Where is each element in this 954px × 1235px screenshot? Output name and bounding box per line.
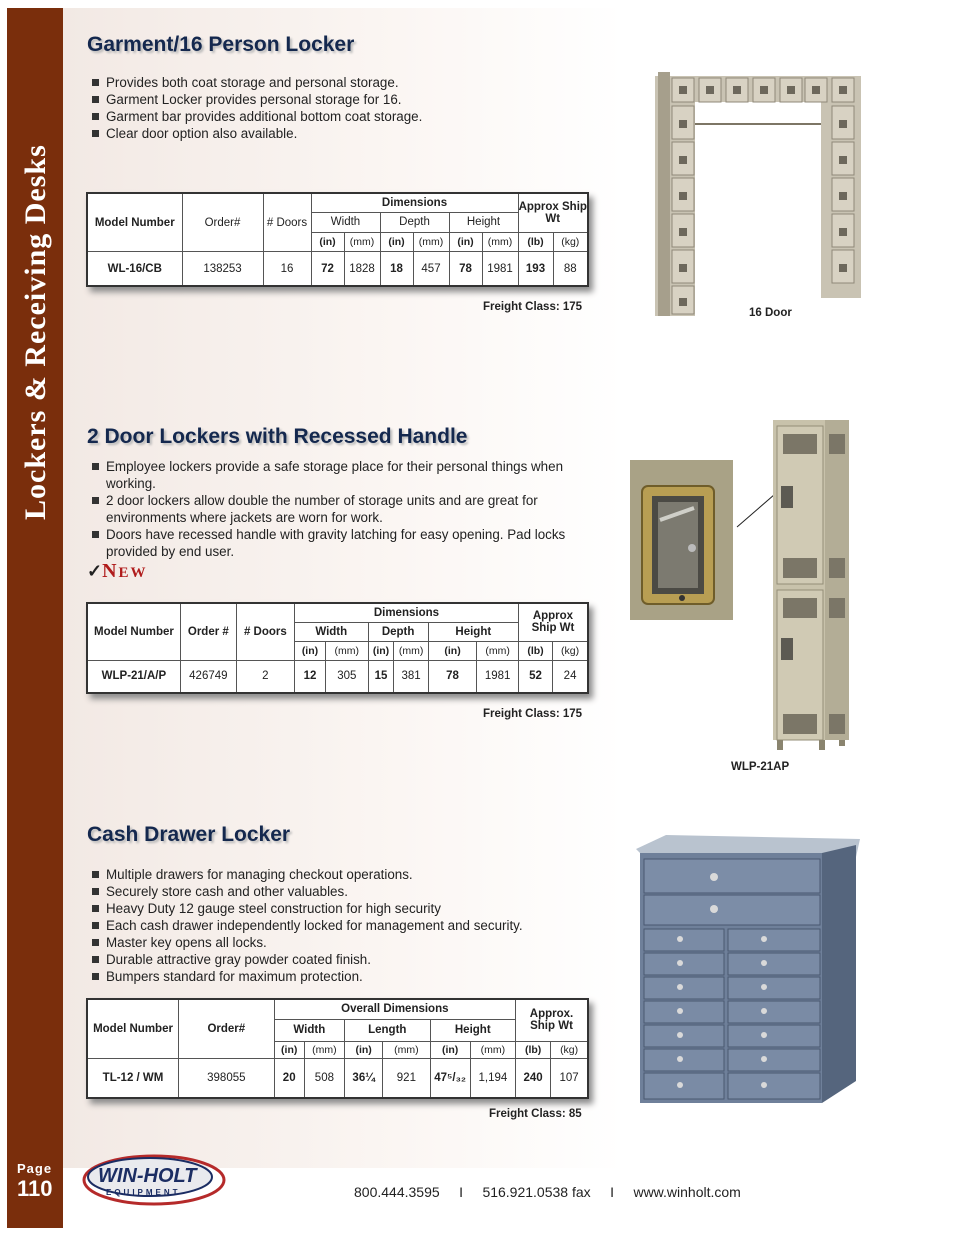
bullet-item: Clear door option also available.	[90, 125, 590, 142]
cell-doors: 2	[236, 660, 294, 693]
bullet-item: Bumpers standard for maximum protection.	[90, 968, 595, 985]
bullet-item: 2 door lockers allow double the number of storage units and are great for environments where jackets are worn for work.	[90, 492, 595, 526]
cell-height-in: 78	[428, 660, 477, 693]
unit-mm: (mm)	[383, 1041, 430, 1058]
section-heading-cash-drawer-locker: Cash Drawer Locker	[87, 823, 291, 846]
section-title-vertical: Lockers & Receiving Desks	[19, 144, 52, 520]
locker-2-door-image	[773, 420, 849, 750]
cell-model: WL-16/CB	[87, 252, 182, 286]
cell-weight-lb: 193	[518, 252, 553, 286]
cell-weight-kg: 24	[553, 660, 588, 693]
header-depth: Depth	[368, 622, 428, 641]
cell-length-in: 36¼	[345, 1058, 383, 1098]
bullet-item: Doors have recessed handle with gravity latching for easy opening. Pad locks provided by end user.	[90, 526, 595, 560]
footer-phone: 800.444.3595	[354, 1184, 440, 1200]
cell-model: WLP-21/A/P	[87, 660, 180, 693]
cell-order: 426749	[180, 660, 236, 693]
freight-class: Freight Class: 175	[483, 301, 583, 313]
logo-subtext: EQUIPMENT	[106, 1188, 181, 1197]
unit-mm: (mm)	[394, 641, 428, 660]
freight-class: Freight Class: 175	[483, 708, 583, 720]
cell-height-in: 47⁵/₃₂	[430, 1058, 470, 1098]
unit-lb: (lb)	[518, 232, 553, 252]
header-doors: # Doors	[263, 193, 311, 252]
header-overall-dimensions: Overall Dimensions	[274, 999, 515, 1019]
cell-height-mm: 1981	[482, 252, 518, 286]
bullet-item: Durable attractive gray powder coated finish.	[90, 951, 595, 968]
bullet-item: Securely store cash and other valuables.	[90, 883, 595, 900]
header-model: Model Number	[87, 999, 179, 1058]
page-word: Page	[17, 1161, 53, 1176]
bullet-item: Master key opens all locks.	[90, 934, 595, 951]
recessed-handle-closeup-image	[630, 460, 733, 620]
bullet-item: Employee lockers provide a safe storage place for their personal things when working.	[90, 458, 595, 492]
cell-width-mm: 305	[326, 660, 369, 693]
unit-in: (in)	[380, 232, 413, 252]
bullet-item: Garment Locker provides personal storage for 16.	[90, 91, 590, 108]
header-order: Order#	[179, 999, 275, 1058]
header-doors: # Doors	[236, 603, 294, 660]
header-height: Height	[428, 622, 518, 641]
cell-height-mm: 1981	[477, 660, 518, 693]
cash-drawer-locker-image	[636, 835, 860, 1105]
bullet-list-2-door	[90, 458, 595, 560]
footer-separator: I	[459, 1184, 463, 1200]
unit-mm: (mm)	[326, 641, 369, 660]
header-height: Height	[430, 1019, 516, 1041]
bullet-list-cash-drawer	[90, 866, 595, 985]
new-badge	[87, 560, 148, 583]
freight-class: Freight Class: 85	[489, 1108, 582, 1120]
footer-separator: I	[610, 1184, 614, 1200]
cell-doors: 16	[263, 252, 311, 286]
unit-kg: (kg)	[553, 232, 588, 252]
cell-height-in: 78	[449, 252, 482, 286]
cell-model: TL-12 / WM	[87, 1058, 179, 1098]
cell-weight-lb: 240	[516, 1058, 551, 1098]
page-number-block	[17, 1160, 53, 1202]
cell-depth-in: 18	[380, 252, 413, 286]
header-ship-weight: Approx Ship Wt	[518, 603, 588, 641]
cell-weight-lb: 52	[518, 660, 552, 693]
bullet-item: Heavy Duty 12 gauge steel construction for high security	[90, 900, 595, 917]
new-badge-rest: EW	[118, 565, 148, 581]
unit-in: (in)	[449, 232, 482, 252]
table-row	[87, 252, 588, 286]
cell-length-mm: 921	[383, 1058, 430, 1098]
header-depth: Depth	[380, 213, 449, 233]
unit-mm: (mm)	[477, 641, 518, 660]
cell-width-in: 20	[274, 1058, 304, 1098]
header-length: Length	[345, 1019, 431, 1041]
footer-contact	[354, 1184, 741, 1200]
header-ship-weight: Approx Ship Wt	[518, 193, 588, 232]
table-row	[87, 1058, 588, 1098]
section-heading-garment-locker: Garment/16 Person Locker	[87, 33, 355, 56]
bullet-item: Each cash drawer independently locked for management and security.	[90, 917, 595, 934]
spec-table-garment	[86, 192, 589, 287]
spec-table-2-door	[86, 602, 589, 694]
unit-kg: (kg)	[551, 1041, 588, 1058]
header-dimensions: Dimensions	[294, 603, 518, 622]
bullet-item: Garment bar provides additional bottom coat storage.	[90, 108, 590, 125]
header-model: Model Number	[87, 603, 180, 660]
unit-mm: (mm)	[413, 232, 449, 252]
unit-in: (in)	[274, 1041, 304, 1058]
cell-depth-in: 15	[368, 660, 394, 693]
unit-in: (in)	[345, 1041, 383, 1058]
header-model: Model Number	[87, 193, 182, 252]
locker-16-door-image	[655, 72, 861, 317]
unit-in: (in)	[430, 1041, 470, 1058]
cell-order: 398055	[179, 1058, 275, 1098]
page-number: 110	[17, 1176, 53, 1201]
cell-width-in: 72	[311, 252, 344, 286]
header-width: Width	[274, 1019, 344, 1041]
bullet-item: Provides both coat storage and personal storage.	[90, 74, 590, 91]
header-height: Height	[449, 213, 518, 233]
cell-weight-kg: 88	[553, 252, 588, 286]
cell-depth-mm: 457	[413, 252, 449, 286]
unit-in: (in)	[311, 232, 344, 252]
logo-text: WIN-HOLT	[98, 1165, 197, 1187]
unit-in: (in)	[428, 641, 477, 660]
unit-mm: (mm)	[470, 1041, 515, 1058]
unit-mm: (mm)	[482, 232, 518, 252]
cell-weight-kg: 107	[551, 1058, 588, 1098]
unit-in: (in)	[368, 641, 394, 660]
bullet-list-garment	[90, 74, 590, 142]
footer-fax: 516.921.0538 fax	[482, 1184, 591, 1200]
win-holt-logo	[82, 1150, 232, 1208]
footer-website[interactable]: www.winholt.com	[633, 1184, 741, 1200]
header-order: Order #	[180, 603, 236, 660]
image-caption: WLP-21AP	[731, 761, 790, 773]
cell-width-mm: 508	[304, 1058, 344, 1098]
cell-height-mm: 1,194	[470, 1058, 515, 1098]
unit-mm: (mm)	[304, 1041, 344, 1058]
cell-width-in: 12	[294, 660, 325, 693]
unit-in: (in)	[294, 641, 325, 660]
image-caption: 16 Door	[749, 307, 792, 319]
spec-table-cash-drawer	[86, 998, 589, 1099]
new-badge-initial: N	[102, 560, 119, 582]
content-background	[63, 8, 623, 1168]
cell-width-mm: 1828	[344, 252, 380, 286]
bullet-item: Multiple drawers for managing checkout operations.	[90, 866, 595, 883]
cell-order: 138253	[182, 252, 263, 286]
section-heading-2-door-lockers: 2 Door Lockers with Recessed Handle	[87, 425, 468, 448]
header-dimensions: Dimensions	[311, 193, 518, 213]
checkmark-icon: ✓	[87, 561, 103, 581]
header-order: Order#	[182, 193, 263, 252]
unit-mm: (mm)	[344, 232, 380, 252]
unit-lb: (lb)	[516, 1041, 551, 1058]
cell-depth-mm: 381	[394, 660, 428, 693]
table-row	[87, 660, 588, 693]
unit-lb: (lb)	[518, 641, 552, 660]
header-ship-weight: Approx. Ship Wt	[516, 999, 588, 1041]
header-width: Width	[294, 622, 368, 641]
unit-kg: (kg)	[553, 641, 588, 660]
header-width: Width	[311, 213, 380, 233]
